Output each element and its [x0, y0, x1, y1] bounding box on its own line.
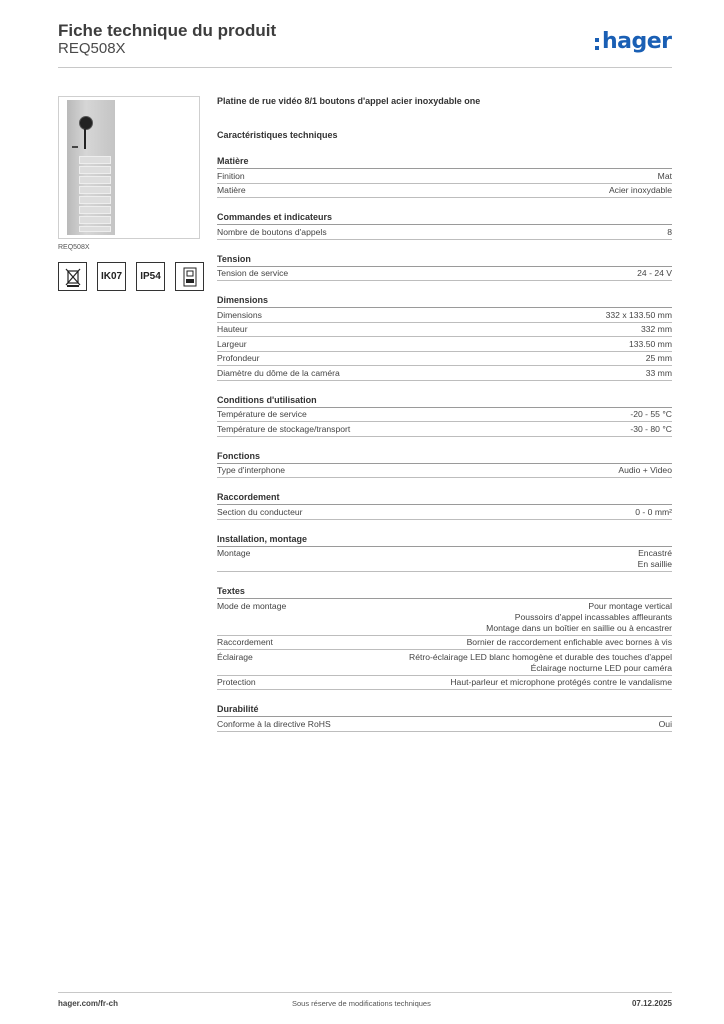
- spec-value: [486, 601, 672, 634]
- spec-value: [618, 465, 672, 476]
- spec-label: Protection: [217, 677, 256, 687]
- spec-section: [217, 395, 672, 437]
- spec-value-line: 0 - 0 mm²: [635, 506, 672, 517]
- spec-value-line: 332 x 133.50 mm: [605, 309, 672, 320]
- image-caption: REQ508X: [58, 244, 90, 251]
- product-title: Platine de rue vidéo 8/1 boutons d'appel acier inoxydable one: [217, 96, 481, 106]
- call-button-image: [79, 226, 111, 232]
- spec-row: [217, 366, 672, 381]
- call-button-image: [79, 156, 111, 164]
- ik07-badge: IK07: [97, 262, 126, 291]
- section-heading: Textes: [217, 586, 672, 599]
- spec-row: [217, 308, 672, 323]
- spec-value-line: 25 mm: [645, 353, 672, 363]
- spec-label: Température de service: [217, 409, 307, 419]
- footer-url[interactable]: hager.com/fr-ch: [58, 999, 119, 1008]
- spec-row: [217, 676, 672, 691]
- spec-row: [217, 464, 672, 479]
- spec-section: [217, 704, 672, 732]
- spec-row: [217, 267, 672, 282]
- spec-value: [667, 227, 672, 238]
- ip54-badge: IP54: [136, 262, 165, 291]
- spec-label: Hauteur: [217, 324, 248, 334]
- spec-value: [635, 507, 672, 518]
- spec-label: Température de stockage/transport: [217, 423, 351, 434]
- spec-label: Conforme à la directive RoHS: [217, 718, 331, 729]
- spec-section: [217, 156, 672, 198]
- panel-mark: [72, 146, 78, 148]
- spec-label: Raccordement: [217, 637, 273, 647]
- recycle-info-icon: [175, 262, 204, 291]
- header-divider: [58, 67, 672, 68]
- spec-label: Éclairage: [217, 651, 253, 662]
- spec-value: [630, 424, 672, 435]
- spec-value-line: Montage dans un boîtier en saillie ou à encastrer: [486, 622, 672, 633]
- section-heading: Raccordement: [217, 492, 672, 505]
- spec-value: [659, 719, 672, 730]
- spec-row: [217, 337, 672, 352]
- spec-value: [646, 353, 672, 364]
- hager-logo: [595, 29, 672, 54]
- spec-value-line: Oui: [658, 718, 672, 729]
- spec-row: [217, 184, 672, 199]
- call-button-image: [79, 196, 111, 204]
- camera-stem: [84, 129, 86, 149]
- product-image: [58, 96, 200, 239]
- certification-badges: [58, 262, 204, 291]
- section-heading: Tension: [217, 254, 672, 267]
- spec-value-line: Bornier de raccordement enfichable avec bornes à vis: [466, 637, 672, 647]
- logo-dots-icon: [595, 38, 599, 50]
- call-button-image: [79, 166, 111, 174]
- spec-content: [217, 96, 672, 729]
- spec-section: [217, 295, 672, 381]
- footer-divider: [58, 992, 672, 993]
- spec-row: [217, 422, 672, 437]
- spec-label: Matière: [217, 185, 246, 195]
- spec-value: [629, 339, 672, 350]
- spec-value: [638, 548, 672, 570]
- spec-section: [217, 254, 672, 282]
- section-heading: Fonctions: [217, 451, 672, 464]
- spec-value-line: 33 mm: [645, 367, 672, 378]
- section-heading: Conditions d'utilisation: [217, 395, 672, 408]
- spec-section: [217, 451, 672, 479]
- camera-icon: [79, 116, 93, 130]
- spec-value-line: Audio + Video: [618, 465, 672, 475]
- spec-label: Montage: [217, 548, 251, 558]
- logo-text: hager: [602, 29, 672, 54]
- page-title: Fiche technique du produit: [58, 21, 277, 40]
- call-button-image: [79, 206, 111, 214]
- weee-icon: [58, 262, 87, 291]
- spec-value-line: -30 - 80 °C: [630, 423, 672, 434]
- spec-value-line: 133.50 mm: [629, 338, 672, 349]
- call-button-image: [79, 186, 111, 194]
- spec-row: [217, 636, 672, 651]
- spec-label: Profondeur: [217, 353, 260, 363]
- section-heading: Durabilité: [217, 704, 672, 717]
- spec-value-line: Éclairage nocturne LED pour caméra: [530, 662, 672, 673]
- spec-value: [409, 652, 672, 674]
- spec-section: [217, 212, 672, 240]
- call-button-image: [79, 216, 111, 224]
- spec-value-line: En saillie: [637, 559, 672, 569]
- spec-title: Caractéristiques techniques: [217, 130, 338, 140]
- spec-label: Dimensions: [217, 309, 262, 320]
- spec-row: [217, 650, 672, 676]
- section-heading: Dimensions: [217, 295, 672, 308]
- spec-value-line: 8: [667, 226, 672, 237]
- spec-value-line: Encastré: [638, 548, 672, 558]
- spec-value-line: Haut-parleur et microphone protégés contre le vandalisme: [450, 677, 672, 687]
- spec-sections: [217, 156, 672, 746]
- spec-section: [217, 492, 672, 520]
- spec-value-line: -20 - 55 °C: [630, 409, 672, 419]
- spec-value: [467, 637, 672, 648]
- spec-row: [217, 408, 672, 423]
- footer-date: 07.12.2025: [631, 999, 672, 1008]
- spec-value: [641, 324, 672, 335]
- spec-label: Largeur: [217, 338, 247, 349]
- spec-row: [217, 169, 672, 184]
- spec-section: [217, 534, 672, 573]
- spec-value-line: 24 - 24 V: [637, 268, 672, 278]
- spec-label: Finition: [217, 170, 245, 181]
- spec-value-line: Mat: [657, 170, 672, 181]
- spec-label: Type d'interphone: [217, 465, 286, 475]
- product-reference: REQ508X: [58, 40, 126, 57]
- spec-value-line: Acier inoxydable: [608, 185, 672, 195]
- spec-label: Nombre de boutons d'appels: [217, 226, 327, 237]
- spec-row: [217, 352, 672, 367]
- spec-row: [217, 225, 672, 240]
- spec-value: [658, 171, 672, 182]
- footer-disclaimer: Sous réserve de modifications techniques: [292, 999, 431, 1008]
- section-heading: Installation, montage: [217, 534, 672, 547]
- spec-label: Diamètre du dôme de la caméra: [217, 367, 340, 378]
- section-heading: Matière: [217, 156, 672, 169]
- spec-value-line: Rétro-éclairage LED blanc homogène et durable des touches d'appel: [409, 651, 672, 662]
- spec-value: [646, 368, 672, 379]
- spec-value-line: 332 mm: [640, 324, 672, 334]
- spec-row: [217, 599, 672, 636]
- spec-section: [217, 586, 672, 690]
- spec-row: [217, 505, 672, 520]
- spec-row: [217, 547, 672, 573]
- door-panel-image: [67, 100, 115, 235]
- spec-value-line: Pour montage vertical: [588, 600, 672, 611]
- spec-value: [630, 409, 672, 420]
- spec-value-line: Poussoirs d'appel incassables affleurants: [514, 611, 672, 622]
- spec-value: [450, 677, 672, 688]
- spec-label: Tension de service: [217, 268, 289, 278]
- call-button-image: [79, 176, 111, 184]
- spec-row: [217, 717, 672, 732]
- spec-value: [637, 268, 672, 279]
- spec-value: [609, 185, 672, 196]
- spec-row: [217, 323, 672, 338]
- spec-label: Mode de montage: [217, 600, 287, 611]
- spec-label: Section du conducteur: [217, 506, 303, 517]
- section-heading: Commandes et indicateurs: [217, 212, 672, 225]
- spec-value: [606, 310, 672, 321]
